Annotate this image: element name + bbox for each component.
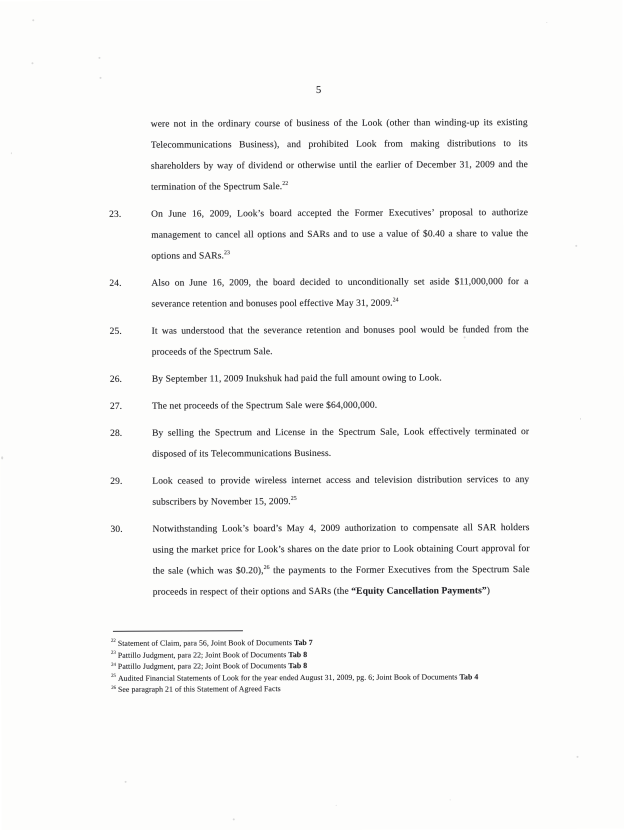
paragraph: [0, 422, 624, 467]
footnote-reference: 25: [290, 495, 297, 502]
paragraph: [0, 113, 623, 200]
paragraph-text: [152, 470, 529, 514]
scan-speckle: [100, 77, 102, 79]
paragraph-number: 26.: [109, 374, 123, 385]
text-run: See paragraph 21 of this Statement of Agreed Facts: [118, 684, 281, 695]
text-run: Pattillo Judgment, para 22; Joint Book of Documents: [117, 661, 289, 672]
footnote-marker: 26: [111, 685, 117, 691]
paragraph-number: 28.: [110, 428, 123, 439]
scan-speckle: [98, 57, 100, 59]
paragraph: [0, 272, 624, 317]
page-number: 5: [315, 84, 322, 96]
bold-text: Tab 7: [293, 637, 313, 648]
paragraph-number: 23.: [109, 209, 122, 220]
scan-speckle: [575, 245, 577, 247]
bold-text: Tab 4: [459, 672, 479, 682]
text-run: Statement of Claim, para 56, Joint Book of Documents: [117, 638, 294, 648]
paragraph: [0, 203, 623, 269]
paragraph-number: 27.: [109, 401, 123, 412]
text-run: By selling the Spectrum and License in the Spectrum Sale, Look effectively terminated or disposed of its Telecommunications Business.: [152, 427, 530, 460]
text-run: were not in the ordinary course of business of the Look (other than winding-up its existing Telecommunications Business), and prohibited Look from making distributions to its shareholders by way of dividend or otherwise until the earlier of December 31, 2009 and the termination of the Spectrum Sale.: [150, 118, 528, 193]
text-run: Also on June 16, 2009, the board decided to unconditionally set aside $11,000,000 for a severance retention and bonuses pool effective May 31, 2009.: [151, 277, 529, 310]
text-run: ): [486, 586, 491, 597]
text-run: Audited Financial Statements of Look for the year ended August 31, 2009, pg. 6; Joint Book of Documents: [117, 672, 460, 683]
paragraph-number: 30.: [110, 524, 123, 535]
text-run: On June 16, 2009, Look’s board accepted the Former Executives’ proposal to authorize management to cancel all options and SARs and to use a value of $0.40 a share to value the options and SARs.: [151, 208, 529, 262]
text-run: Pattillo Judgment, para 22; Joint Book of Documents: [117, 649, 289, 660]
paragraph: [0, 368, 624, 392]
footnote: [111, 682, 561, 696]
bold-text: Tab 8: [288, 661, 308, 671]
text-run: Look ceased to provide wireless internet access and television distribution services to any subscribers by November 15, 2009.: [152, 475, 530, 508]
paragraph-number: 25.: [109, 326, 122, 337]
scan-speckle: [576, 756, 578, 758]
footnote-reference: 26: [263, 565, 270, 572]
scan-speckle: [11, 152, 12, 154]
footnote-separator-rule: [113, 630, 243, 632]
scan-speckle: [580, 418, 581, 420]
footnote-marker: 24: [111, 662, 116, 668]
scan-speckle: [336, 805, 337, 806]
paragraph: [0, 395, 624, 419]
paragraph: [0, 518, 624, 605]
paragraph-text: [152, 395, 529, 418]
text-run: It was understood that the severance retention and bonuses pool would be funded from the proceeds of the Spectrum Sale.: [151, 325, 529, 358]
footnote-marker: 22: [110, 639, 116, 645]
scan-speckle: [31, 62, 33, 64]
paragraph-number: 29.: [110, 476, 123, 487]
scan-speckle: [233, 818, 235, 820]
scan-speckle: [32, 19, 34, 21]
footnote-reference: 22: [282, 180, 289, 187]
text-run: The net proceeds of the Spectrum Sale were $64,000,000.: [151, 400, 378, 412]
paragraph-text: [151, 203, 528, 268]
paragraph-number: [109, 115, 151, 199]
paragraph-text: [151, 272, 528, 316]
bold-text: Tab 8: [288, 649, 308, 659]
scan-speckle: [546, 22, 547, 23]
text-run: the payments to the Former Executives from the Spectrum Sale proceeds in respect of their options and SARs (the: [152, 565, 530, 598]
text-run: Notwithstanding Look’s board’s May 4, 2009 authorization to compensate all SAR holders using the market price for Look’s shares on the date prior to Look obtaining Court approval for the sale (which was $0.20),: [152, 523, 530, 577]
text-run: By September 11, 2009 Inukshuk had paid the full amount owing to Look.: [151, 373, 442, 385]
bold-text: “Equity Cancellation Payments”: [351, 586, 487, 597]
footnote-reference: 23: [223, 250, 230, 257]
paragraph-text: [151, 113, 528, 199]
paragraph-text: [152, 422, 529, 466]
footnotes-section: [1, 636, 561, 696]
paragraph-text: [152, 518, 529, 604]
scan-speckle: [125, 781, 127, 783]
paragraph-text: [152, 368, 529, 391]
footnote-reference: 24: [392, 297, 399, 304]
scan-speckle: [464, 336, 466, 338]
footnote-marker: 23: [111, 650, 116, 656]
scan-speckle: [450, 799, 451, 800]
scan-speckle: [1, 456, 3, 459]
paragraph-number: 24.: [109, 278, 122, 289]
paragraph-text: [152, 320, 529, 364]
paragraph: [0, 320, 624, 365]
body-paragraphs: [0, 113, 624, 605]
footnote-marker: 25: [111, 674, 116, 680]
paragraph: [0, 470, 624, 515]
